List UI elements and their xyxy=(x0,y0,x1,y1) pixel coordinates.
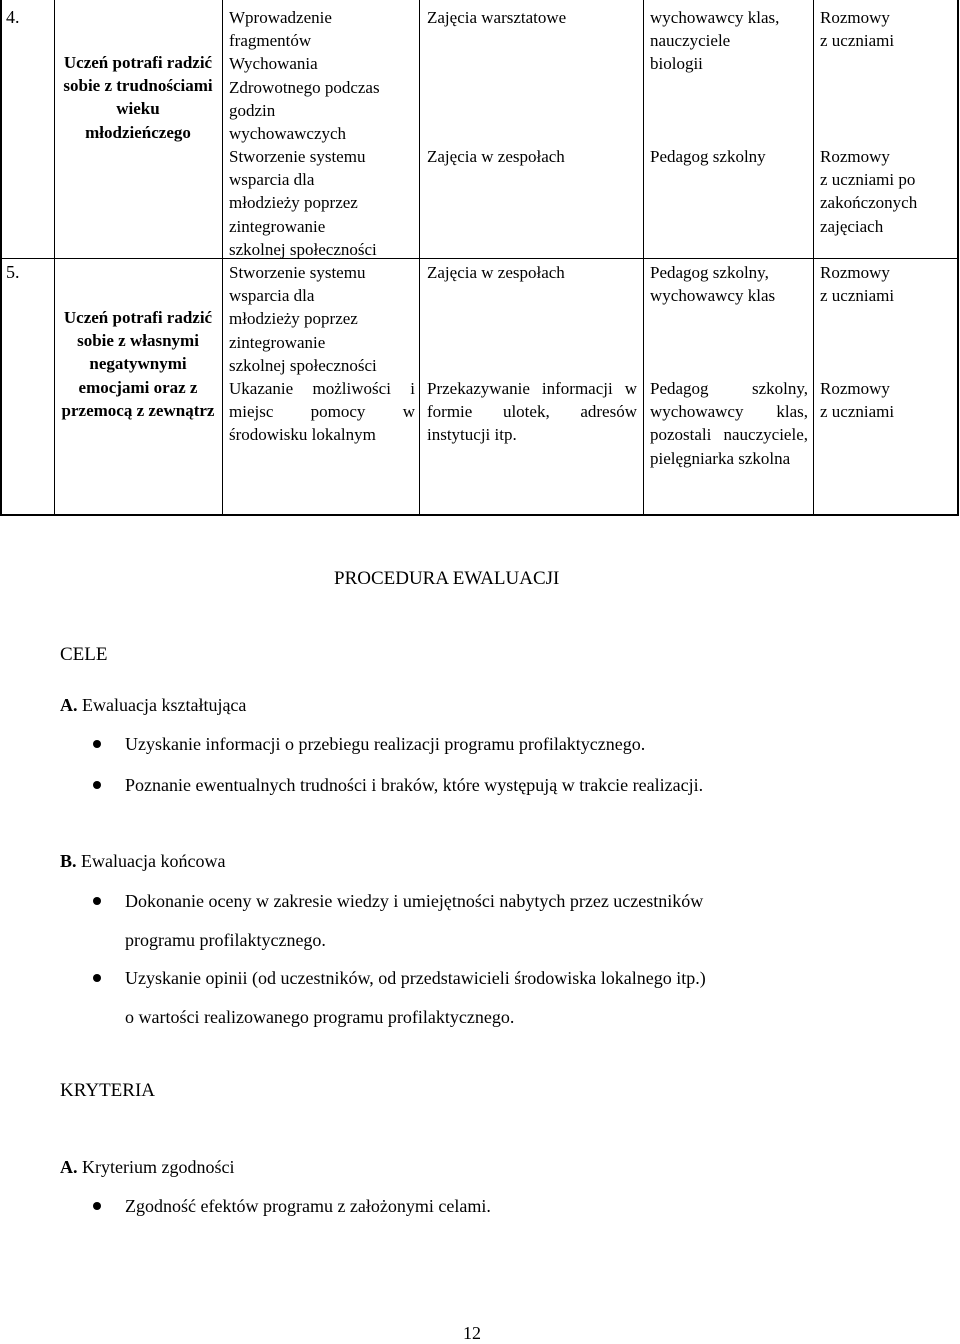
list-item: Poznanie ewentualnych trudności i braków, które występują w trakcie realizacji. xyxy=(125,775,704,795)
goal-cell: Uczeń potrafi radzić sobie z własnymi negatywnymi emocjami oraz z przemocą z zewnątrz xyxy=(61,308,215,420)
responsible-cell: Pedagog szkolny, wychowawcy klas xyxy=(650,263,776,306)
heading-text: Ewaluacja kształtująca xyxy=(77,695,247,715)
list-item-continuation: programu profilaktycznego. xyxy=(125,930,326,950)
bullet-icon xyxy=(93,1202,101,1210)
row-divider xyxy=(0,258,959,259)
list-item-continuation: o wartości realizowanego programu profilaktycznego. xyxy=(125,1007,515,1027)
list-item: Zgodność efektów programu z założonymi celami. xyxy=(125,1196,491,1216)
kryteria-heading: KRYTERIA xyxy=(60,1080,155,1101)
tasks-cell: Stworzenie systemu wsparcia dla młodzieży poprzez zintegrowanie szkolnej społeczności xyxy=(229,147,377,259)
forms-cell: Przekazywanie informacji w formie ulotek, adresów instytucji itp. xyxy=(427,379,637,445)
row-number: 5. xyxy=(6,262,20,282)
heading-letter: A. xyxy=(60,695,78,715)
subsection-heading-b xyxy=(60,850,225,872)
bullet-icon xyxy=(93,740,101,748)
program-table xyxy=(0,0,960,516)
forms-cell: Zajęcia w zespołach xyxy=(427,147,565,166)
evaluation-cell: Rozmowy z uczniami xyxy=(820,263,895,306)
section-title: PROCEDURA EWALUACJI xyxy=(334,568,560,589)
page-number: 12 xyxy=(463,1323,481,1343)
table-border-bottom xyxy=(0,514,959,516)
bullet-icon xyxy=(93,897,101,905)
tasks-cell: Ukazanie możliwości i miejsc pomocy w środowisku lokalnym xyxy=(229,379,415,445)
forms-cell: Zajęcia warsztatowe xyxy=(427,8,567,27)
tasks-cell: Wprowadzenie fragmentów Wychowania Zdrowotnego podczas godzin wychowawczych xyxy=(229,8,380,144)
list-item: Uzyskanie informacji o przebiegu realizacji programu profilaktycznego. xyxy=(125,734,646,754)
responsible-cell: wychowawcy klas, nauczyciele biologii xyxy=(650,8,780,74)
bullet-icon xyxy=(93,781,101,789)
list-item: Dokonanie oceny w zakresie wiedzy i umiejętności nabytych przez uczestników xyxy=(125,891,704,911)
list-item: Uzyskanie opinii (od uczestników, od przedstawicieli środowiska lokalnego itp.) xyxy=(125,968,706,988)
subsection-heading-a xyxy=(60,694,246,716)
evaluation-cell: Rozmowy z uczniami xyxy=(820,8,895,51)
bullet-icon xyxy=(93,974,101,982)
heading-letter: B. xyxy=(60,851,77,871)
tasks-cell: Stworzenie systemu wsparcia dla młodzieży poprzez zintegrowanie szkolnej społeczności xyxy=(229,263,377,375)
row-number: 4. xyxy=(6,7,20,27)
evaluation-cell: Rozmowy z uczniami xyxy=(820,379,895,422)
heading-text: Kryterium zgodności xyxy=(77,1157,235,1177)
heading-letter: A. xyxy=(60,1157,78,1177)
heading-text: Ewaluacja końcowa xyxy=(76,851,226,871)
subsection-heading-k xyxy=(60,1156,234,1178)
evaluation-cell: Rozmowy z uczniami po zakończonych zajęciach xyxy=(820,147,918,236)
goal-cell: Uczeń potrafi radzić sobie z trudnościami wieku młodzieńczego xyxy=(63,53,213,142)
responsible-cell: Pedagog szkolny xyxy=(650,147,766,166)
forms-cell: Zajęcia w zespołach xyxy=(427,263,565,282)
cele-heading: CELE xyxy=(60,644,108,665)
responsible-cell: Pedagog szkolny, wychowawcy klas, pozostali nauczyciele, pielęgniarka szkolna xyxy=(650,379,808,468)
